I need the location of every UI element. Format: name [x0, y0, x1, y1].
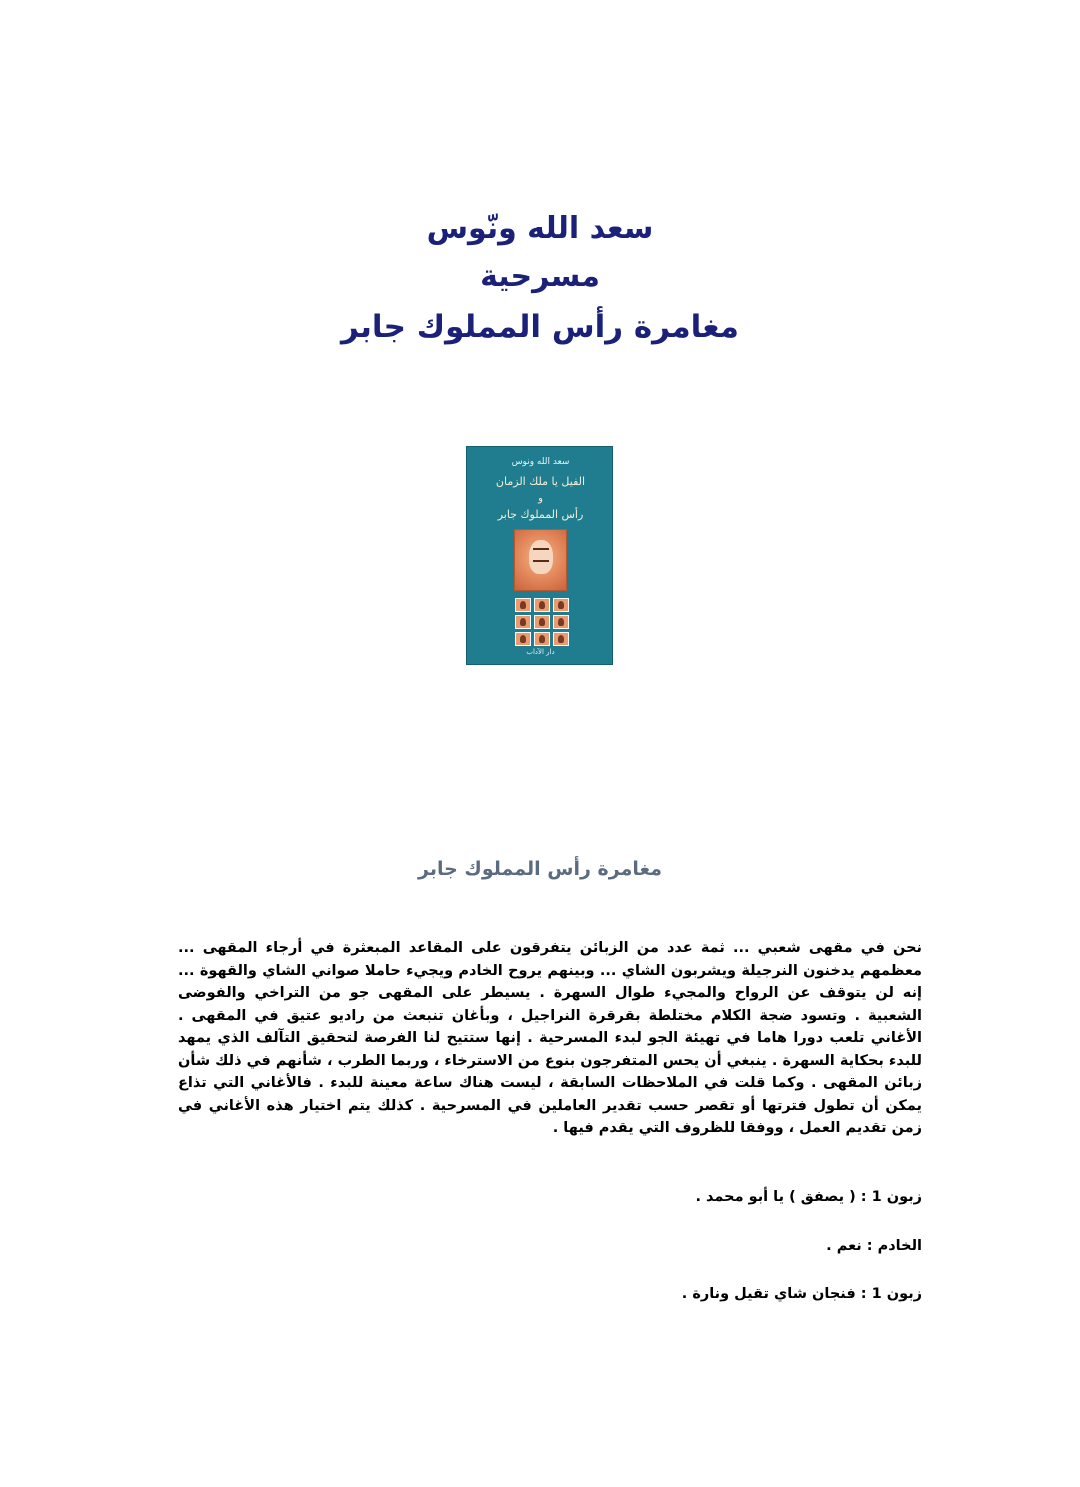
cover-thumbnail — [553, 598, 569, 612]
play-title: مغامرة رأس المملوك جابر — [341, 309, 739, 345]
cover-thumbnail — [553, 615, 569, 629]
cover-title-second: رأس المملوك جابر — [497, 508, 584, 521]
title-block — [0, 205, 1080, 353]
author-name: سعد الله ونّوس — [426, 211, 654, 246]
cover-thumbnail — [515, 632, 531, 646]
cover-conjunction: و — [538, 493, 543, 504]
genre-label: مسرحية — [480, 259, 600, 294]
intro-paragraph: نحن في مقهى شعبي ... ثمة عدد من الزبائن يتفرقون على المقاعد المبعثرة في أرجاء المقهى ... معظمهم يدخنون النرجيلة ويشربون الشاي ... وبينهم يروح الخادم ويجيء حاملا صواني الشاي والقهوة ... إنه لن يتوقف عن الرواح والمجيء طوال السهرة . يسيطر على المقهى جو من التراخي والفوضى الشعبية . وتسود ضجة الكلام مختلطة بقرقرة النراجيل ، وبأغان تنبعث من راديو عتيق في المقهى . الأغاني تلعب دورا هاما في تهيئة الجو لبدء المسرحية . إنها ستتيح لنا الفرصة لتحقيق التآلف الذي يمهد للبدء بحكاية السهرة . ينبغي أن يحس المتفرجون بنوع من الاسترخاء ، وربما الطرب ، شأنهم في ذلك شأن زبائن المقهى . وكما قلت في الملاحظات السابقة ، ليست هناك ساعة معينة للبدء . فالأغاني التي تذاع يمكن أن تطول فترتها أو تقصر حسب تقدير العاملين في المسرحية . كذلك يتم اختيار هذه الأغاني في زمن تقديم العمل ، ووفقا للظروف التي يقدم فيها . — [178, 940, 922, 1136]
cover-thumbnail-grid — [515, 598, 569, 646]
cover-head-illustration — [514, 529, 567, 591]
cover-thumbnail — [515, 598, 531, 612]
cover-thumbnail — [553, 632, 569, 646]
cover-thumbnail — [534, 632, 550, 646]
cover-publisher: دار الآداب — [526, 648, 555, 656]
cover-thumbnail — [515, 615, 531, 629]
cover-author: سعد الله ونوس — [511, 457, 570, 467]
dialogue-line: زبون 1 : فنجان شاي تقيل ونارة . — [681, 1286, 922, 1302]
book-cover-image — [466, 446, 613, 665]
cover-head-inscription — [533, 548, 549, 562]
cover-title-first: الفيل يا ملك الزمان — [495, 475, 586, 488]
cover-thumbnail — [534, 598, 550, 612]
section-heading: مغامرة رأس المملوك جابر — [418, 858, 662, 880]
dialogue-line: الخادم : نعم . — [826, 1238, 922, 1254]
dialogue-line: زبون 1 : ( يصفق ) يا أبو محمد . — [695, 1189, 922, 1205]
cover-thumbnail — [534, 615, 550, 629]
